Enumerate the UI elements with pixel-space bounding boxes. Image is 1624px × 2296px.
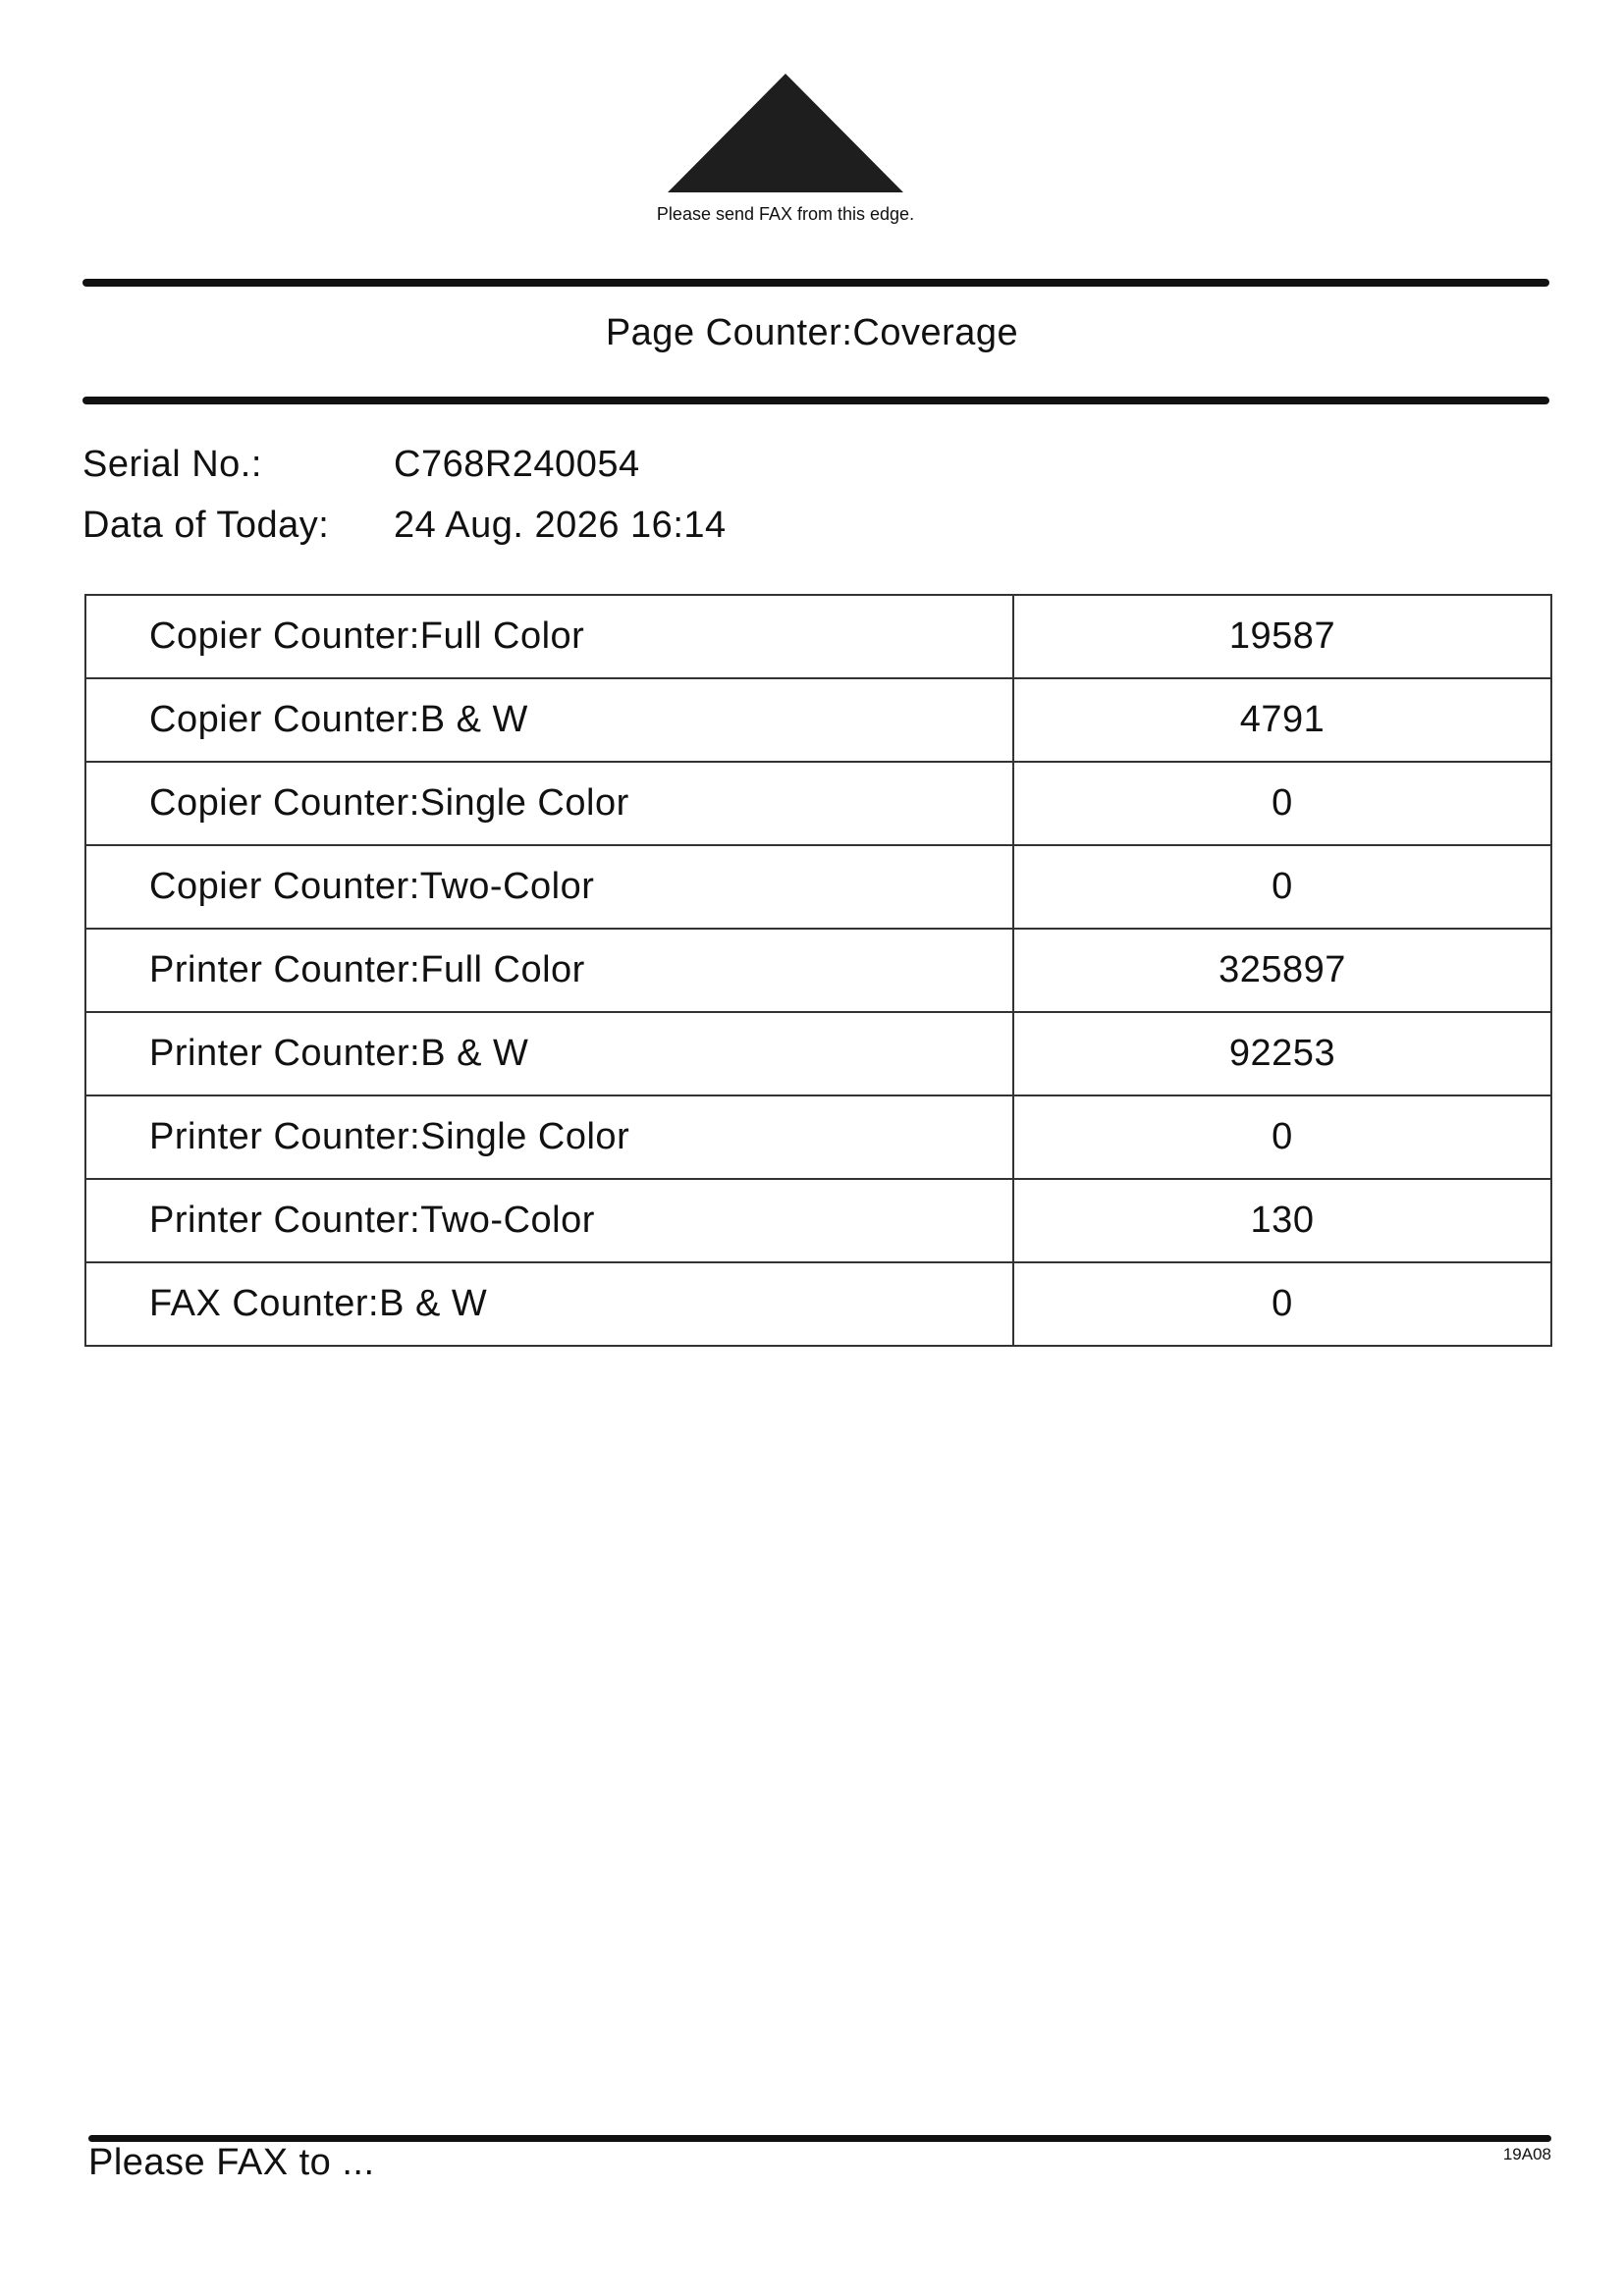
counter-table — [84, 594, 1552, 1347]
counter-value: 4791 — [1013, 678, 1551, 762]
counter-value: 0 — [1013, 1095, 1551, 1179]
page-title: Page Counter:Coverage — [605, 312, 1019, 353]
counter-value: 325897 — [1013, 929, 1551, 1012]
counter-label: FAX Counter:B & W — [85, 1262, 1013, 1346]
counter-value: 0 — [1013, 762, 1551, 845]
counter-value: 92253 — [1013, 1012, 1551, 1095]
counter-label: Printer Counter:Two-Color — [85, 1179, 1013, 1262]
form-code: 19A08 — [1502, 2145, 1551, 2163]
table-row — [85, 1262, 1551, 1346]
counter-label: Copier Counter:Full Color — [85, 595, 1013, 678]
counter-label: Copier Counter:B & W — [85, 678, 1013, 762]
table-row — [85, 762, 1551, 845]
table-row — [85, 845, 1551, 929]
date-label: Data of Today: — [82, 505, 330, 546]
serial-value: C768R240054 — [394, 444, 640, 485]
counter-value: 0 — [1013, 1262, 1551, 1346]
table-row — [85, 595, 1551, 678]
serial-row — [82, 444, 640, 486]
table-row — [85, 929, 1551, 1012]
table-row — [85, 1095, 1551, 1179]
counter-label: Printer Counter:Single Color — [85, 1095, 1013, 1179]
date-row — [82, 505, 727, 547]
table-row — [85, 678, 1551, 762]
counter-label: Copier Counter:Two-Color — [85, 845, 1013, 929]
counter-label: Printer Counter:Full Color — [85, 929, 1013, 1012]
serial-label: Serial No.: — [82, 444, 262, 485]
table-row — [85, 1179, 1551, 1262]
fax-to-line: Please FAX to ... — [88, 2142, 375, 2183]
counter-value: 130 — [1013, 1179, 1551, 1262]
top-rule — [82, 279, 1549, 287]
fax-edge-note: Please send FAX from this edge. — [656, 204, 915, 224]
title-bottom-rule — [82, 397, 1549, 404]
counter-value: 0 — [1013, 845, 1551, 929]
counter-label: Printer Counter:B & W — [85, 1012, 1013, 1095]
date-value: 24 Aug. 2026 16:14 — [394, 505, 727, 546]
table-row — [85, 1012, 1551, 1095]
fax-direction-triangle-icon — [668, 74, 903, 192]
footer-rule — [88, 2135, 1551, 2142]
counter-label: Copier Counter:Single Color — [85, 762, 1013, 845]
counter-value: 19587 — [1013, 595, 1551, 678]
